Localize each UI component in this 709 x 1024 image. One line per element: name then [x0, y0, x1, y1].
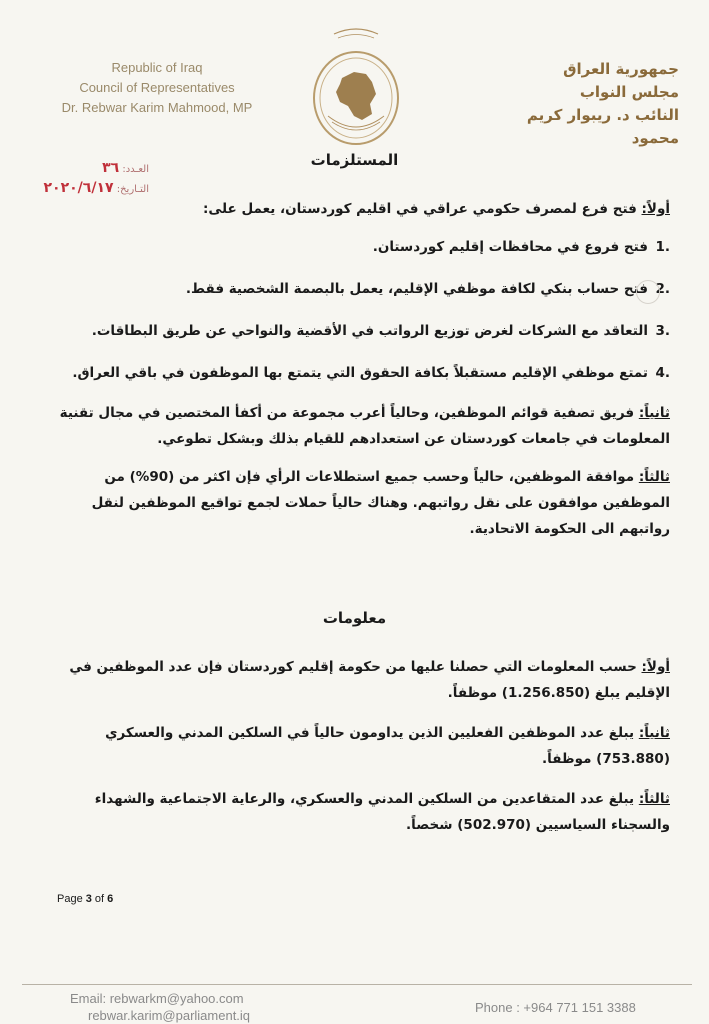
info-third-label: ثالثاً: [638, 791, 670, 807]
requirement-second-text: فريق تصفية قوائم الموظفين، وحالياً أعرب مجموعة من أكفأ المختصين في مجال تقنية المعلومات في جامعات كوردستان عن استعدادهم للقيام بذلك وبشكل تطوعي. [59, 405, 670, 447]
requirement-list [50, 234, 670, 386]
info-first-text: حسب المعلومات التي حصلنا عليها من حكومة إقليم كوردستان فإن عدد الموظفين في الإقليم يبلغ (1.256.850) موظفاً. [69, 659, 670, 701]
requirement-first-label: أولاً: [641, 201, 670, 217]
info-third-text: يبلغ عدد المتقاعدين من السلكين المدني والعسكري، والرعاية الاجتماعية والشهداء والسجناء السياسيين (502.970) شخصاً. [94, 791, 670, 833]
page-number-total: 6 [107, 893, 114, 905]
page-number-sep: of [91, 893, 108, 905]
requirement-first-text: فتح فرع لمصرف حكومي عراقي في اقليم كوردستان، يعمل على: [202, 201, 637, 217]
letterhead-country: Republic of Iraq [111, 60, 203, 75]
footer-email-primary: Email: rebwarkm@yahoo.com [70, 991, 244, 1006]
info-first-label: أولاً: [641, 659, 670, 675]
info-second-text: يبلغ عدد الموظفين الفعليين الذين يداومون حالياً في السلكين المدني والعسكري (753.880) موظفاً. [105, 725, 670, 767]
letterhead-council-ar: مجلس النواب [579, 83, 679, 101]
list-item-number: .4 [655, 365, 670, 381]
document-date-value: ٢٠٢٠/٦/١٧ [43, 180, 114, 196]
requirement-second-label: ثانياً: [638, 405, 670, 421]
footer-email [70, 990, 250, 1024]
section-title-requirements: المستلزمات [310, 151, 399, 169]
punch-hole-mark [636, 280, 660, 304]
page-number-prefix: Page [57, 893, 86, 905]
list-item-text: التعاقد مع الشركات لغرض توزيع الرواتب في الأقضية والنواحي عن طريق البطاقات. [91, 323, 648, 339]
document-date-label: التـاريخ: [116, 184, 149, 195]
requirements-section [50, 196, 670, 542]
page-number [57, 893, 113, 905]
list-item [50, 360, 670, 386]
document-date [0, 178, 149, 198]
info-first [50, 654, 670, 706]
list-item [50, 318, 670, 344]
list-item-number: .2 [655, 281, 670, 297]
section-title-information: معلومات [322, 609, 387, 627]
requirement-third [50, 464, 670, 542]
letterhead-member: Dr. Rebwar Karim Mahmood, MP [61, 100, 253, 115]
requirement-first [50, 196, 670, 222]
information-section [50, 654, 670, 838]
list-item-number: .3 [655, 323, 670, 339]
requirement-second [50, 400, 670, 452]
list-item [50, 276, 670, 302]
letterhead-council: Council of Representatives [79, 80, 235, 95]
list-item-text: فتح فروع في محافظات إقليم كوردستان. [372, 239, 648, 255]
letterhead-member-ar: النائب د. ريبوار كريم محمود [526, 106, 679, 147]
letterhead-country-ar: جمهورية العراق [563, 60, 679, 78]
iraq-map-seal-icon [306, 20, 406, 148]
document-number-value: ٣٦ [102, 160, 120, 176]
letterhead-arabic [479, 58, 679, 150]
list-item-number: .1 [655, 239, 670, 255]
info-second-label: ثانياً: [638, 725, 670, 741]
list-item-text: تمتع موظفي الإقليم مستقبلاً بكافة الحقوق التي يتمتع بها الموظفون في باقي العراق. [72, 365, 648, 381]
list-item [50, 234, 670, 260]
footer-phone: Phone : +964 771 151 3388 [475, 1000, 636, 1015]
info-second [50, 720, 670, 772]
document-number-label: العـدد: [122, 164, 149, 175]
info-third [50, 786, 670, 838]
footer-divider [22, 984, 692, 985]
letterhead-english [22, 58, 292, 118]
footer-email-secondary: rebwar.karim@parliament.iq [88, 1008, 251, 1023]
list-item-text: فتح حساب بنكي لكافة موظفي الإقليم، يعمل بالبصمة الشخصية فقط. [185, 281, 648, 297]
page-number-current: 3 [85, 893, 92, 905]
requirement-third-text: موافقة الموظفين، حالياً وحسب جميع استطلاعات الرأي فإن اكثر من (90%) من الموظفين موافقون على نقل رواتبهم. وهناك حالياً حملات لجمع تواقيع الموظفين لنقل رواتبهم الى الحكومة الاتحادية. [91, 469, 670, 537]
requirement-third-label: ثالثاً: [638, 469, 670, 485]
